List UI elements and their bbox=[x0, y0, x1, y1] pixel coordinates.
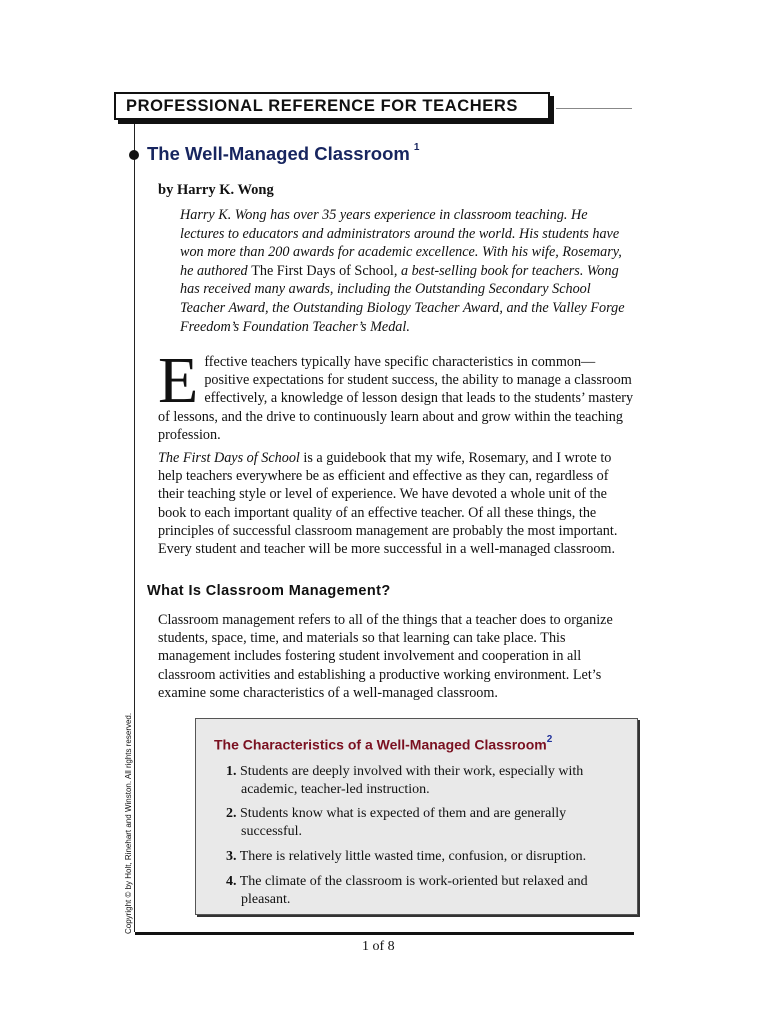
list-item bbox=[226, 763, 606, 798]
paragraph-guidebook bbox=[158, 449, 636, 558]
bottom-rule bbox=[135, 932, 634, 935]
list-item-number: 4. bbox=[226, 874, 237, 889]
author-bio-part2: , a best-selling book for teachers. Wong has received many awards, including the Outstanding Secondary School Teacher Award, the Outstanding Biology Teacher Award, and the Valley Forge Freedom’s Foundation Teacher’s Medal. bbox=[180, 262, 625, 335]
drop-cap: E bbox=[158, 344, 199, 417]
sidebar-title bbox=[214, 736, 552, 753]
book-title: The First Days of School bbox=[158, 450, 300, 466]
copyright-notice: Copyright © by Holt, Rinehart and Winston. All rights reserved. bbox=[124, 712, 133, 934]
paragraph-intro-text: ffective teachers typically have specific characteristics in common—positive expectations for student success, the ability to manage a classroom effectively, a knowledge of lesson design that leads to the students’ mastery of lessons, and the drive to continuously learn about and grow within the teaching profession. bbox=[158, 354, 634, 443]
author-bio bbox=[180, 206, 628, 336]
paragraph-intro bbox=[158, 344, 636, 444]
characteristics-sidebar bbox=[195, 718, 638, 915]
title-footnote-marker[interactable]: 1 bbox=[413, 141, 420, 153]
list-item-number: 1. bbox=[226, 764, 237, 779]
section-banner-text: PROFESSIONAL REFERENCE FOR TEACHERS bbox=[126, 96, 518, 115]
list-item bbox=[226, 805, 606, 840]
list-item bbox=[226, 848, 606, 866]
list-item bbox=[226, 873, 606, 908]
sidebar-title-text: The Characteristics of a Well-Managed Classroom bbox=[214, 736, 547, 753]
header-rule bbox=[556, 108, 632, 109]
byline: by Harry K. Wong bbox=[158, 182, 274, 198]
paragraph-definition: Classroom management refers to all of the things that a teacher does to organize students, space, time, and materials so that learning can take place. This management includes fostering student involvement and cooperation in all classroom activities and establishing a productive working environment. Let’s examine some characteristics of a well-managed classroom. bbox=[158, 612, 613, 701]
section-heading: What Is Classroom Management? bbox=[147, 583, 391, 599]
list-item-text-continued: academic, teacher-led instruction. bbox=[241, 781, 430, 797]
page-number: 1 of 8 bbox=[362, 939, 395, 954]
article-title-text: The Well-Managed Classroom bbox=[147, 143, 410, 164]
list-item-text: There is relatively little wasted time, confusion, or disruption. bbox=[239, 849, 587, 864]
list-item-number: 2. bbox=[226, 806, 237, 821]
author-bio-part1: Harry K. Wong has over 35 years experience in classroom teaching. He lectures to educators and administrators around the world. His students have won more than 200 awards for academic excellence. With his wife, Rosemary, he authored bbox=[180, 207, 622, 279]
list-item-text: Students are deeply involved with their work, especially with bbox=[240, 764, 584, 779]
author-bio-book-title: The First Days of School bbox=[251, 262, 394, 279]
section-banner bbox=[114, 92, 550, 120]
list-item-text-continued: successful. bbox=[241, 823, 303, 839]
list-item-number: 3. bbox=[226, 849, 237, 864]
sidebar-footnote-marker[interactable]: 2 bbox=[546, 734, 553, 745]
list-item-text: The climate of the classroom is work-oriented but relaxed and bbox=[239, 874, 588, 889]
margin-rule bbox=[134, 124, 135, 932]
list-item-text-continued: pleasant. bbox=[241, 891, 291, 907]
title-bullet-icon bbox=[129, 150, 139, 160]
list-item-text: Students know what is expected of them and are generally bbox=[240, 806, 567, 821]
article-title bbox=[147, 143, 419, 165]
paragraph-guidebook-text: is a guidebook that my wife, Rosemary, and I wrote to help teachers everywhere be as efficient and effective as they can, regardless of their teaching style or level of experience. We have devoted a whole unit of the book to each important quality of an effective teacher. Of all these things, the principles of successful classroom management are probably the most important. Every student and teacher will be more successful in a well-managed classroom. bbox=[158, 450, 618, 558]
